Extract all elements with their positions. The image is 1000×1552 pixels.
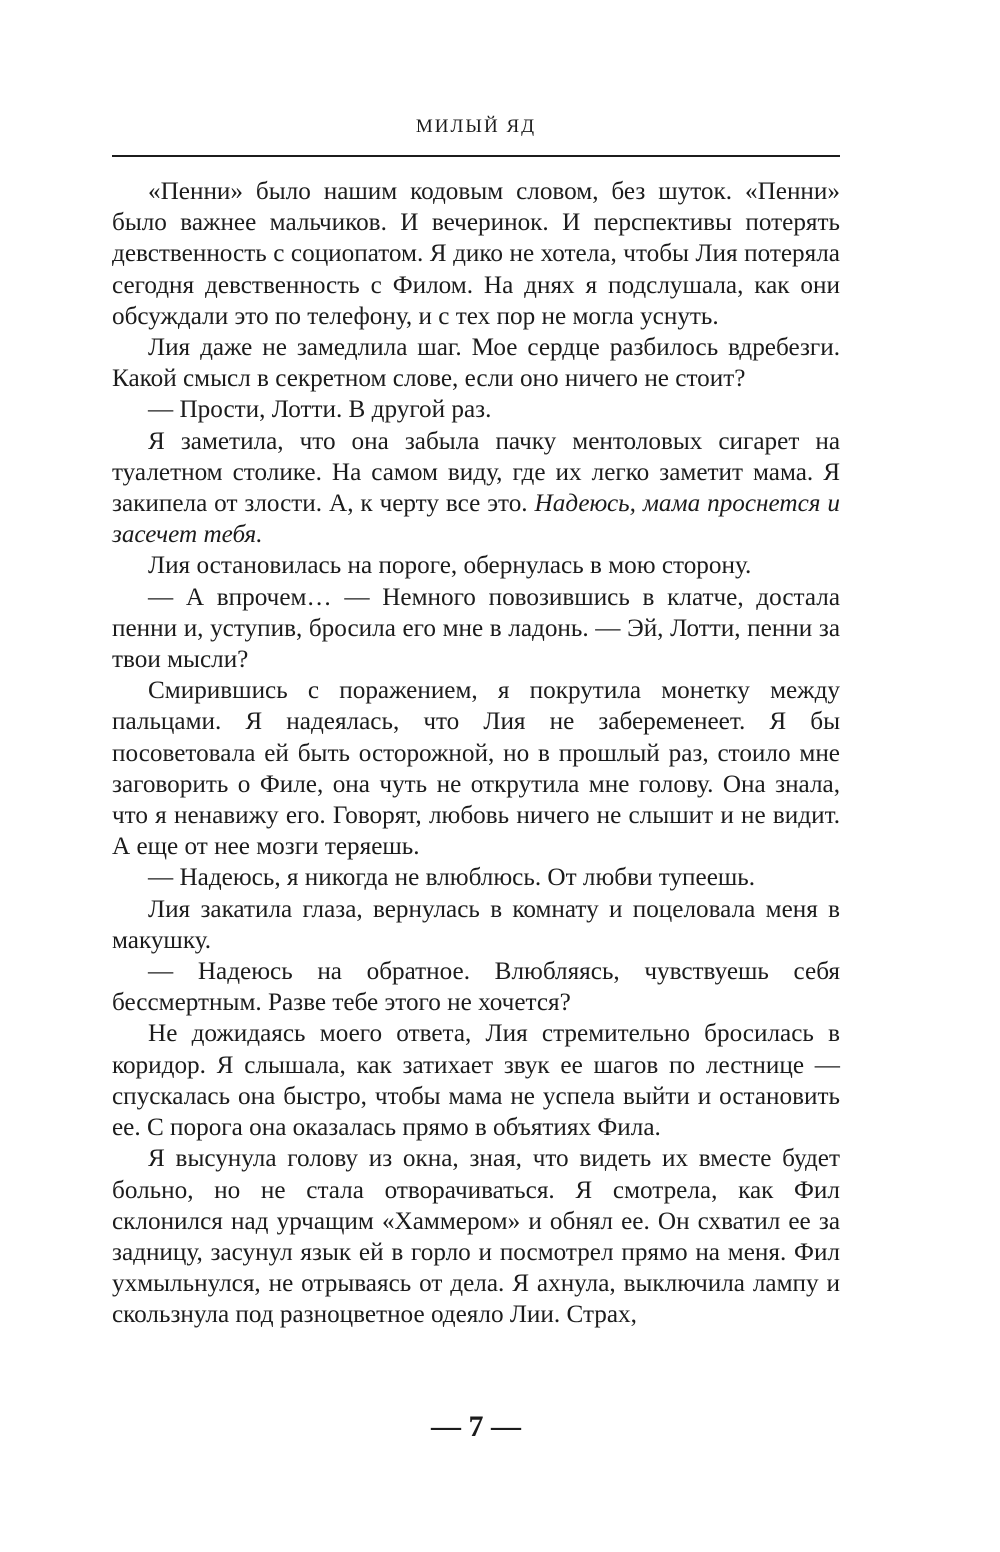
paragraph: Я заметила, что она забыла пачку ментоловых сигарет на туалетном столике. На самом виду, где их легко заметит мама. Я закипела от злости. А, к черту все это. Надеюсь, мама проснется и засечет тебя. xyxy=(112,427,840,549)
paragraph: — А впрочем… — Немного повозившись в клатче, достала пенни и, уступив, бросила его мне в ладонь. — Эй, Лотти, пенни за твои мысли? xyxy=(112,583,840,674)
paragraph: — Прости, Лотти. В другой раз. xyxy=(148,396,492,424)
running-title: МИЛЫЙ ЯД xyxy=(415,116,537,137)
paragraph: Я высунула голову из окна, зная, что видеть их вместе будет больно, но не стала отворачиваться. Я смотрела, как Фил склонился над урчащим «Хаммером» и обнял ее. Он схватил ее за задницу, засунул язык ей в горло и посмотрел прямо на меня. Фил ухмыльнулся, не отрываясь от дела. Я ахнула, выключила лампу и скользнула под разноцветное одеяло Лии. Страх, xyxy=(112,1145,840,1329)
paragraph: Не дожидаясь моего ответа, Лия стремительно бросилась в коридор. Я слышала, как затихает звук ее шагов по лестнице — спускалась она быстро, чтобы мама не успела выйти и остановить ее. С порога она оказалась прямо в объятиях Фила. xyxy=(112,1020,840,1142)
paragraph: «Пенни» было нашим кодовым словом, без шуток. «Пенни» было важнее мальчиков. И вечеринок. И перспективы потерять девственность с социопатом. Я дико не хотела, чтобы Лия потеряла сегодня девственность с Филом. На днях я подслушала, как они обсуждали это по телефону, и с тех пор не могла уснуть. xyxy=(112,178,840,330)
paragraph: — Надеюсь, я никогда не влюблюсь. От любви тупеешь. xyxy=(148,864,756,892)
paragraph: — Надеюсь на обратное. Влюбляясь, чувствуешь себя бессмертным. Разве тебе этого не хочется? xyxy=(112,958,840,1017)
paragraph: Лия остановилась на пороге, обернулась в мою сторону. xyxy=(148,552,752,580)
body-text xyxy=(112,176,840,1331)
page-number: — 7 — xyxy=(431,1410,521,1443)
paragraph: Лия закатила глаза, вернулась в комнату и поцеловала меня в макушку. xyxy=(112,895,840,954)
paragraph: Лия даже не замедлила шаг. Мое сердце разбилось вдребезги. Какой смысл в секретном слове, если оно ничего не стоит? xyxy=(112,334,840,393)
italic-text: Надеюсь, мама проснется и засечет тебя. xyxy=(112,490,840,549)
header-rule xyxy=(112,155,840,157)
paragraph: Смирившись с поражением, я покрутила монетку между пальцами. Я надеялась, что Лия не забеременеет. Я бы посоветовала ей быть осторожной, но в прошлый раз, стоило мне заговорить о Филе, она чуть не открутила мне голову. Она знала, что я ненавижу его. Говорят, любовь ничего не слышит и не видит. А еще от нее мозги теряешь. xyxy=(112,677,840,861)
